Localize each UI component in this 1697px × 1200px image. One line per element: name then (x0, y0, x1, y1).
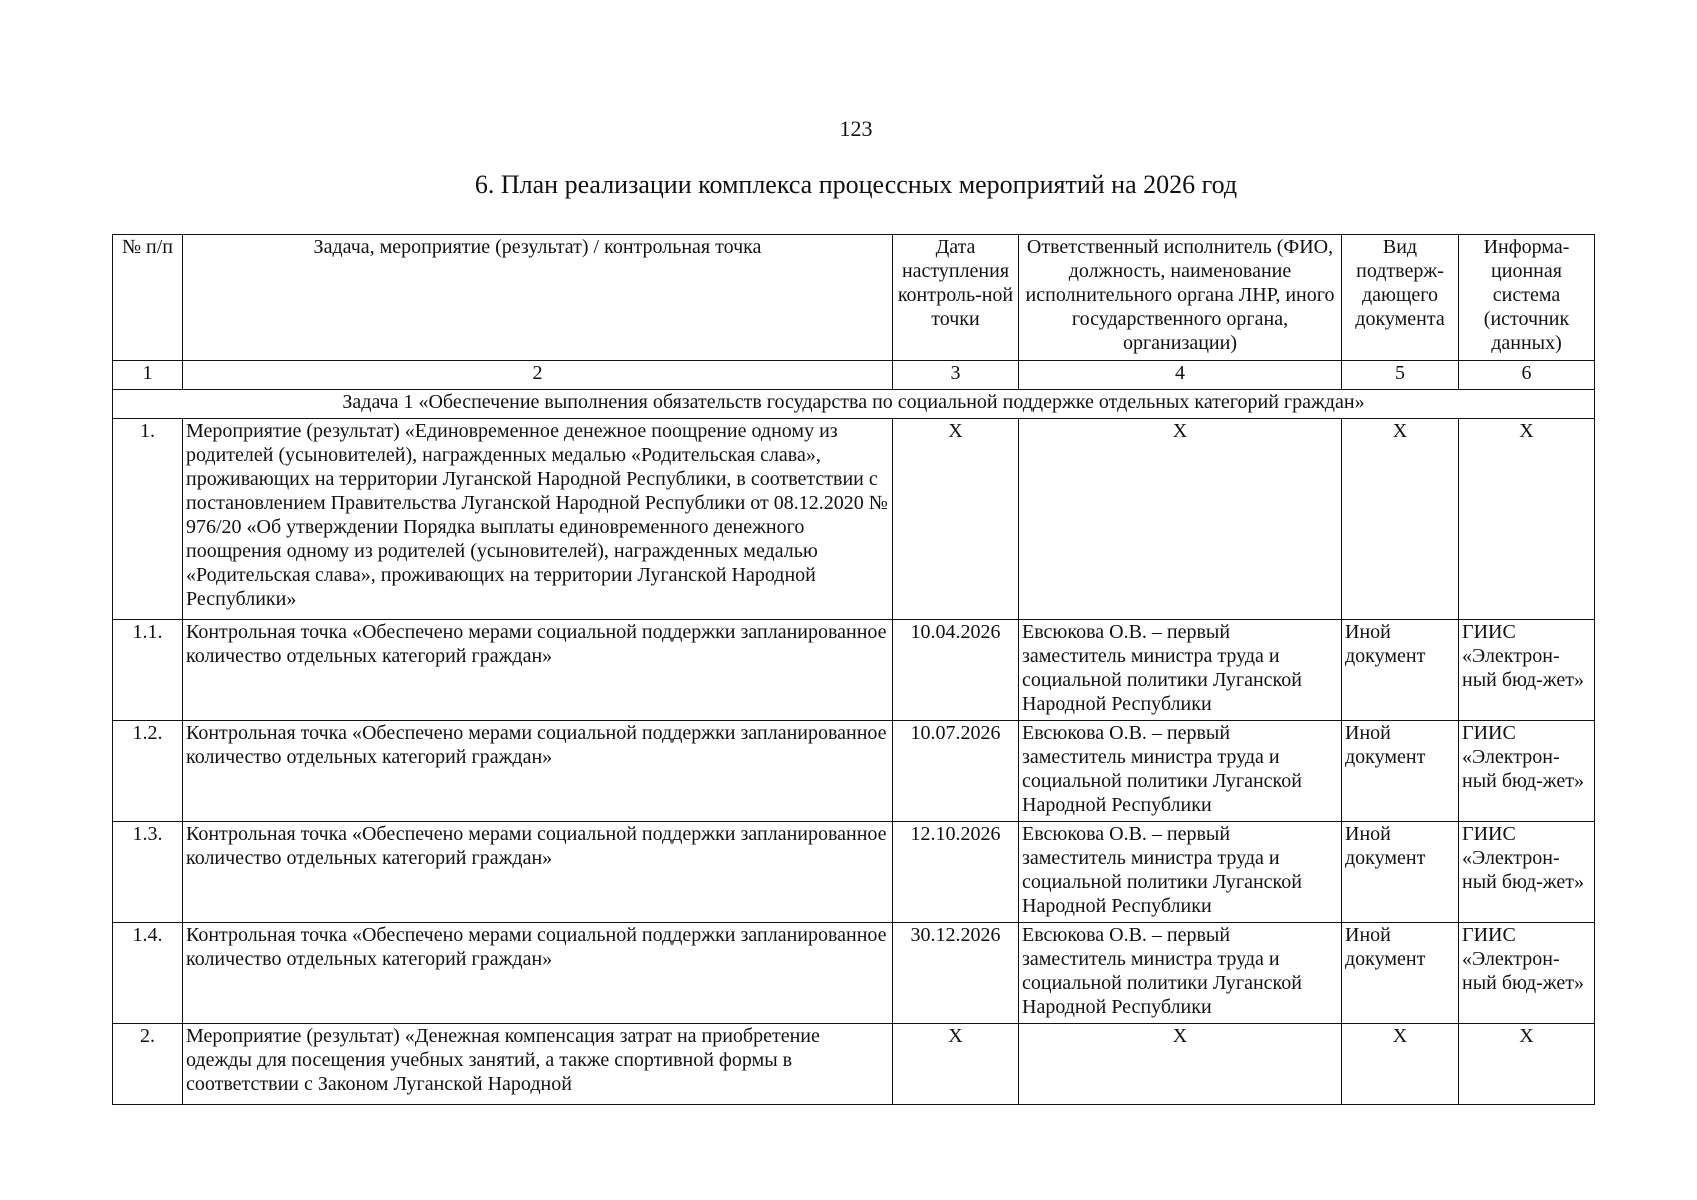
header-system: Информа-ционная система (источник данных) (1459, 235, 1595, 361)
row-text: Мероприятие (результат) «Единовременное денежное поощрение одному из родителей (усыновителей), награжденных медалью «Родительская слава», проживающих на территории Луганской Народной Республики, в соответствии с постановлением Правительства Луганской Народной Республики от 08.12.2020 № 976/20 «Об утверждении Порядка выплаты единовременного денежного поощрения одному из родителей (усыновителей), награжденных медалью «Родительская слава», проживающих на территории Луганской Народной Республики» (183, 419, 893, 620)
row-date: 10.07.2026 (893, 721, 1019, 822)
row-number: 1.1. (113, 620, 183, 721)
row-text: Мероприятие (результат) «Денежная компенсация затрат на приобретение одежды для посещения учебных занятий, а также спортивной формы в соответствии с Законом Луганской Народной (183, 1024, 893, 1105)
row-text: Контрольная точка «Обеспечено мерами социальной поддержки запланированное количество отдельных категорий граждан» (183, 822, 893, 923)
row-system: ГИИС «Электрон-ный бюд-жет» (1459, 822, 1595, 923)
table-row (113, 1024, 1595, 1105)
row-date: X (893, 419, 1019, 620)
page-number: 123 (839, 116, 873, 141)
row-text: Контрольная точка «Обеспечено мерами социальной поддержки запланированное количество отдельных категорий граждан» (183, 721, 893, 822)
row-responsible: Евсюкова О.В. – первый заместитель министра труда и социальной политики Луганской Народной Республики (1019, 721, 1342, 822)
row-system: ГИИС «Электрон-ный бюд-жет» (1459, 923, 1595, 1024)
task-row (113, 390, 1595, 419)
row-document: Иной документ (1342, 620, 1459, 721)
row-number: 2. (113, 1024, 183, 1105)
header-number: № п/п (113, 235, 183, 361)
row-number: 1.2. (113, 721, 183, 822)
row-number: 1. (113, 419, 183, 620)
row-date: 30.12.2026 (893, 923, 1019, 1024)
row-date: X (893, 1024, 1019, 1105)
header-task: Задача, мероприятие (результат) / контрольная точка (183, 235, 893, 361)
table-row (113, 721, 1595, 822)
row-system: X (1459, 1024, 1595, 1105)
row-text: Контрольная точка «Обеспечено мерами социальной поддержки запланированное количество отдельных категорий граждан» (183, 923, 893, 1024)
row-number: 1.4. (113, 923, 183, 1024)
row-responsible: Евсюкова О.В. – первый заместитель министра труда и социальной политики Луганской Народной Республики (1019, 620, 1342, 721)
column-number: 5 (1342, 361, 1459, 390)
row-system: ГИИС «Электрон-ный бюд-жет» (1459, 721, 1595, 822)
row-number: 1.3. (113, 822, 183, 923)
row-responsible: Евсюкова О.В. – первый заместитель министра труда и социальной политики Луганской Народной Республики (1019, 923, 1342, 1024)
row-document: X (1342, 1024, 1459, 1105)
row-document: Иной документ (1342, 923, 1459, 1024)
row-system: X (1459, 419, 1595, 620)
row-responsible: X (1019, 1024, 1342, 1105)
header-document: Вид подтверж-дающего документа (1342, 235, 1459, 361)
column-number: 3 (893, 361, 1019, 390)
row-date: 12.10.2026 (893, 822, 1019, 923)
column-numbers-row (113, 361, 1595, 390)
header-responsible: Ответственный исполнитель (ФИО, должность, наименование исполнительного органа ЛНР, иного государственного органа, организации) (1019, 235, 1342, 361)
plan-table (112, 234, 1595, 1105)
task-title: Задача 1 «Обеспечение выполнения обязательств государства по социальной поддержке отдельных категорий граждан» (113, 390, 1595, 419)
column-number: 2 (183, 361, 893, 390)
row-document: Иной документ (1342, 721, 1459, 822)
table-header-row (113, 235, 1595, 361)
row-text: Контрольная точка «Обеспечено мерами социальной поддержки запланированное количество отдельных категорий граждан» (183, 620, 893, 721)
row-document: Иной документ (1342, 822, 1459, 923)
row-system: ГИИС «Электрон-ный бюд-жет» (1459, 620, 1595, 721)
row-document: X (1342, 419, 1459, 620)
table-row (113, 923, 1595, 1024)
page-title: 6. План реализации комплекса процессных мероприятий на 2026 год (474, 170, 1238, 199)
row-date: 10.04.2026 (893, 620, 1019, 721)
row-responsible: Евсюкова О.В. – первый заместитель министра труда и социальной политики Луганской Народной Республики (1019, 822, 1342, 923)
table-row (113, 419, 1595, 620)
column-number: 6 (1459, 361, 1595, 390)
column-number: 1 (113, 361, 183, 390)
table-row (113, 620, 1595, 721)
row-responsible: X (1019, 419, 1342, 620)
header-date: Дата наступления контроль-ной точки (893, 235, 1019, 361)
table-row (113, 822, 1595, 923)
column-number: 4 (1019, 361, 1342, 390)
